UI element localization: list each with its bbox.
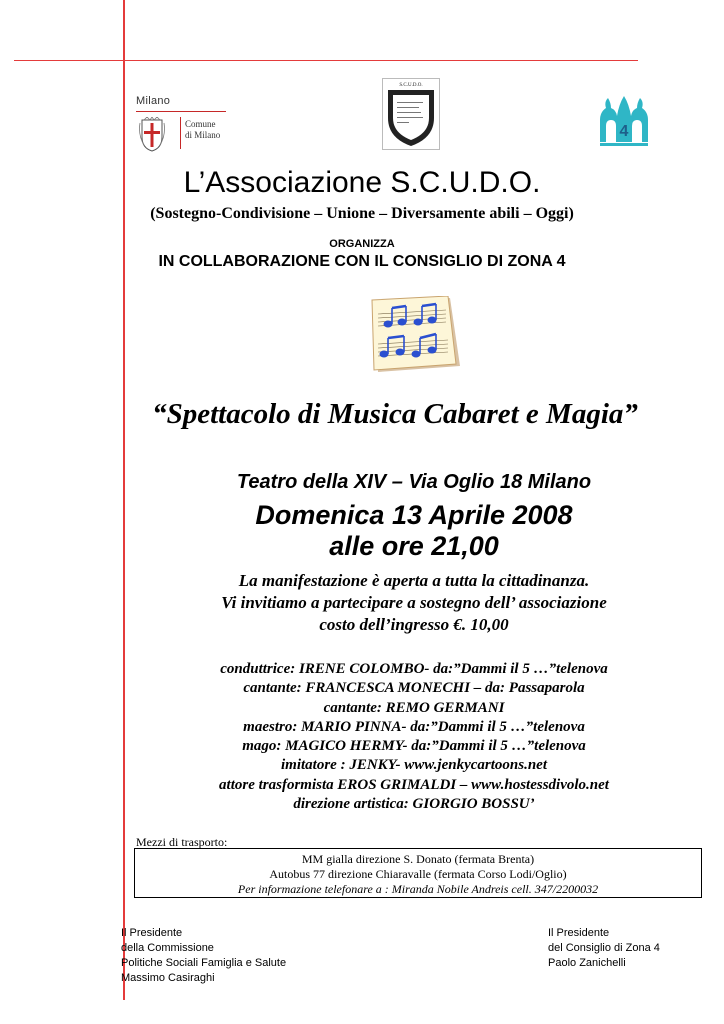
cast-item: conduttrice: IRENE COLOMBO- da:”Dammi il 5 …”telenova <box>220 661 608 677</box>
event-date: Domenica 13 Aprile 2008 <box>255 500 573 530</box>
cast-item: cantante: FRANCESCA MONECHI – da: Passaparola <box>243 680 585 697</box>
event-title: “Spettacolo di Musica Cabaret e Magia” <box>152 398 638 430</box>
scudo-header-text: S.C.U.D.O. <box>399 83 423 88</box>
info-line: La manifestazione è aperta a tutta la cittadinanza. <box>238 571 590 590</box>
cast-item: maestro: MARIO PINNA- da:”Dammi il 5 …”telenova <box>243 718 585 735</box>
signature-left <box>121 926 286 986</box>
milano-crest-icon <box>136 117 178 153</box>
event-time: alle ore 21,00 <box>329 531 499 561</box>
page-title: L’Associazione S.C.U.D.O. <box>183 166 541 199</box>
signature-line: Paolo Zanichelli <box>548 957 626 969</box>
signature-right <box>548 926 660 971</box>
milano-label: Milano <box>136 95 171 107</box>
comune-line1: Comune <box>185 119 216 129</box>
signature-line: Il Presidente <box>548 927 610 939</box>
comune-milano-logo <box>136 95 236 155</box>
event-venue: Teatro della XIV – Via Oglio 18 Milano <box>236 471 592 493</box>
transport-line: Autobus 77 direzione Chiaravalle (fermata Corso Lodi/Oglio) <box>269 867 567 881</box>
event-info <box>0 570 724 636</box>
scudo-shield-logo <box>382 78 440 150</box>
info-line: costo dell’ingresso €. 10,00 <box>319 615 509 634</box>
signature-line: Il Presidente <box>121 927 183 939</box>
signature-line: del Consiglio di Zona 4 <box>548 942 660 954</box>
transport-line: MM gialla direzione S. Donato (fermata Brenta) <box>301 852 535 866</box>
comune-label <box>185 119 220 141</box>
cast-item: attore trasformista EROS GRIMALDI – www.hostessdivolo.net <box>219 776 609 793</box>
info-line: Vi invitiamo a partecipare a sostegno dell’ associazione <box>221 593 607 612</box>
transport-phone-info: Per informazione telefonare a : Miranda Nobile Andreis cell. 347/2200032 <box>237 882 599 896</box>
logo-rule <box>136 111 226 112</box>
comune-line2: di Milano <box>185 130 221 140</box>
cast-item: mago: MAGICO HERMY- da:”Dammi il 5 …”telenova <box>242 738 586 755</box>
page-subtitle: (Sostegno-Condivisione – Unione – Diversamente abili – Oggi) <box>150 205 574 222</box>
collaboration-line: IN COLLABORAZIONE CON IL CONSIGLIO DI ZONA 4 <box>158 253 566 270</box>
cast-item: direzione artistica: GIORGIO BOSSU’ <box>293 796 535 813</box>
music-notes-icon <box>366 296 462 374</box>
cast-list <box>0 660 724 814</box>
signature-line: Politiche Sociali Famiglia e Salute <box>121 957 287 969</box>
logo-divider <box>180 117 181 149</box>
cast-item: imitatore : JENKY- www.jenkycartoons.net <box>281 757 547 774</box>
organizza-label: ORGANIZZA <box>329 238 395 250</box>
signature-line: Massimo Casiraghi <box>121 972 215 984</box>
transport-label: Mezzi di trasporto: <box>136 835 228 849</box>
cast-item: cantante: REMO GERMANI <box>323 699 505 716</box>
signature-line: della Commissione <box>121 942 214 954</box>
zona-4-logo <box>594 92 654 148</box>
transport-box <box>134 848 702 898</box>
zona-number: 4 <box>619 123 629 140</box>
margin-line-horizontal <box>14 60 638 61</box>
